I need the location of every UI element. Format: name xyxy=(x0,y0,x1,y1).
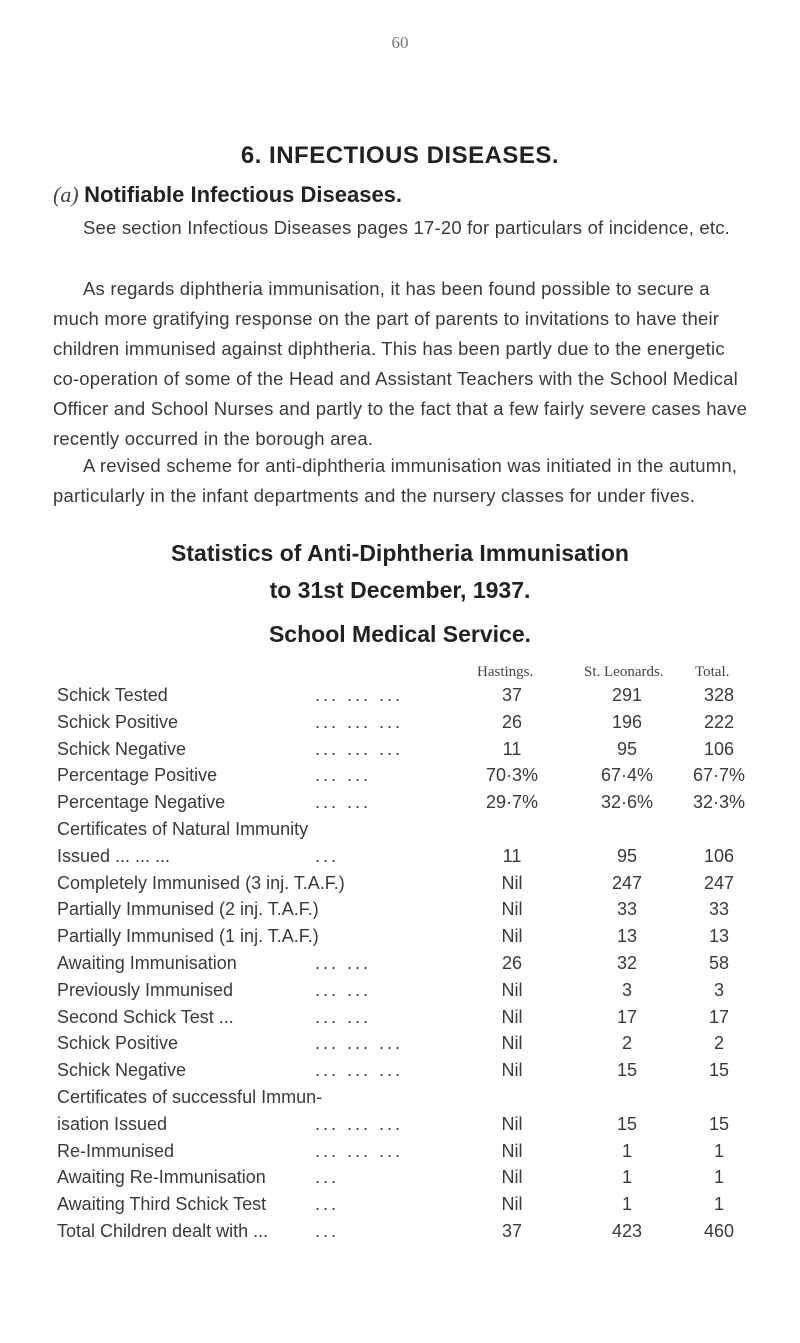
cell-total: 15 xyxy=(708,1060,730,1081)
table-row xyxy=(57,923,757,950)
row-label: Schick Negative xyxy=(57,1060,187,1081)
cell-st-leonards: 291 xyxy=(611,685,643,705)
cell-hastings: 11 xyxy=(502,738,522,759)
table-row xyxy=(57,896,757,923)
cell-total: 460 xyxy=(703,1220,735,1241)
table-row xyxy=(57,950,757,977)
cell-hastings: 37 xyxy=(501,1220,523,1241)
row-leader-dots: ... ... ... xyxy=(315,1060,404,1081)
cell-hastings: 29·7% xyxy=(485,792,539,813)
cell-hastings: Nil xyxy=(501,979,523,1000)
row-leader-dots: ... ... xyxy=(315,792,372,813)
sub-heading xyxy=(53,182,402,208)
row-label: Schick Positive xyxy=(57,711,179,732)
row-leader-dots: ... ... ... xyxy=(315,685,404,705)
row-leader-dots: ... ... ... xyxy=(315,1033,404,1054)
cell-st-leonards: 13 xyxy=(616,926,638,947)
cell-total: 32·3% xyxy=(692,792,746,813)
statistics-table xyxy=(57,682,757,1245)
row-leader-dots: ... ... ... xyxy=(315,738,404,759)
cell-hastings: Nil xyxy=(501,872,523,893)
row-label: Schick Positive xyxy=(57,1033,179,1054)
column-header-hastings: Hastings. xyxy=(477,664,534,680)
cell-hastings: Nil xyxy=(501,1194,523,1215)
cell-hastings: Nil xyxy=(501,1167,523,1188)
cell-total: 67·7% xyxy=(692,765,746,786)
table-row xyxy=(57,1030,757,1057)
table-row xyxy=(57,1084,757,1111)
table-row xyxy=(57,870,757,897)
cell-total: 3 xyxy=(713,979,724,1000)
cell-hastings: Nil xyxy=(501,1140,523,1161)
cell-total: 15 xyxy=(708,1113,730,1134)
cell-st-leonards: 3 xyxy=(621,979,632,1000)
cell-hastings: Nil xyxy=(501,926,523,947)
row-label: Percentage Negative xyxy=(57,792,226,813)
table-row xyxy=(57,736,757,763)
column-header-total: Total. xyxy=(695,664,730,680)
cell-st-leonards: 196 xyxy=(611,711,643,732)
row-label: Re-Immunised xyxy=(57,1140,175,1161)
table-row xyxy=(57,789,757,816)
row-label: Certificates of successful Immun- xyxy=(57,1086,323,1107)
cell-st-leonards: 33 xyxy=(616,899,638,920)
row-label: Certificates of Natural Immunity xyxy=(57,818,309,839)
row-leader-dots: ... ... xyxy=(315,1006,372,1027)
cell-total: 58 xyxy=(708,952,730,973)
row-leader-dots: ... xyxy=(315,845,340,866)
section-heading: 6. INFECTIOUS DISEASES. xyxy=(240,142,560,169)
cell-st-leonards: 1 xyxy=(621,1167,632,1188)
row-leader-dots: ... ... xyxy=(315,979,372,1000)
row-leader-dots: ... xyxy=(315,1220,340,1241)
row-label: Partially Immunised (2 inj. T.A.F.) xyxy=(57,899,319,920)
table-row xyxy=(57,816,757,843)
row-leader-dots: ... ... ... xyxy=(315,1140,404,1161)
row-label: Awaiting Third Schick Test xyxy=(57,1194,267,1215)
row-label: Issued ... ... ... xyxy=(57,845,171,866)
row-label: Schick Tested xyxy=(57,685,168,705)
sub-heading-label: (a) xyxy=(53,182,79,207)
cell-hastings: 11 xyxy=(502,845,522,866)
row-label: Second Schick Test ... xyxy=(57,1006,234,1027)
row-label: Previously Immunised xyxy=(57,979,234,1000)
row-leader-dots: ... xyxy=(315,1194,340,1215)
table-row xyxy=(57,762,757,789)
row-leader-dots: ... xyxy=(315,1167,340,1188)
cell-total: 247 xyxy=(703,872,735,893)
table-row xyxy=(57,977,757,1004)
row-label: Percentage Positive xyxy=(57,765,218,786)
cell-st-leonards: 32 xyxy=(616,952,638,973)
cell-st-leonards: 95 xyxy=(616,845,638,866)
cell-total: 2 xyxy=(713,1033,724,1054)
page-number: 60 xyxy=(391,33,409,52)
table-row xyxy=(57,682,757,709)
cell-st-leonards: 17 xyxy=(616,1006,638,1027)
row-label: Total Children dealt with ... xyxy=(57,1220,269,1241)
row-label: isation Issued xyxy=(57,1113,168,1134)
table-row xyxy=(57,843,757,870)
cell-st-leonards: 15 xyxy=(616,1060,638,1081)
paragraph-immunisation: As regards diphtheria immunisation, it has been found possible to secure a much more gratifying response on the part of parents to invitations to have their children immunised against diphtheria. This has been partly due to the energetic co-operation of some of the Head and Assistant Teachers with the School Medical Officer and School Nurses and partly to the fact that a few fairly severe cases have recently occurred in the borough area. xyxy=(53,278,748,449)
cell-hastings: Nil xyxy=(501,1113,523,1134)
row-leader-dots: ... ... ... xyxy=(315,1113,404,1134)
table-row xyxy=(57,1057,757,1084)
row-label: Awaiting Re-Immunisation xyxy=(57,1167,266,1188)
cell-st-leonards: 1 xyxy=(621,1194,632,1215)
cell-hastings: Nil xyxy=(501,1033,523,1054)
sub-heading-title: Notifiable Infectious Diseases. xyxy=(84,182,403,207)
cell-total: 17 xyxy=(708,1006,730,1027)
cell-hastings: 26 xyxy=(501,711,523,732)
table-row xyxy=(57,1191,757,1218)
stats-title-line3: School Medical Service. xyxy=(268,621,532,647)
cell-st-leonards: 32·6% xyxy=(600,792,654,813)
cell-st-leonards: 247 xyxy=(611,872,643,893)
cell-total: 1 xyxy=(713,1194,724,1215)
row-label: Partially Immunised (1 inj. T.A.F.) xyxy=(57,926,319,947)
cell-st-leonards: 423 xyxy=(611,1220,643,1241)
cell-hastings: Nil xyxy=(501,899,523,920)
cell-total: 328 xyxy=(703,685,735,705)
column-header-st-leonards: St. Leonards. xyxy=(584,664,664,680)
cell-total: 33 xyxy=(708,899,730,920)
table-row xyxy=(57,1004,757,1031)
table-row xyxy=(57,709,757,736)
cell-total: 1 xyxy=(713,1140,724,1161)
cell-st-leonards: 15 xyxy=(616,1113,638,1134)
cell-total: 1 xyxy=(713,1167,724,1188)
row-label: Awaiting Immunisation xyxy=(57,952,237,973)
table-row xyxy=(57,1111,757,1138)
table-row xyxy=(57,1164,757,1191)
table-row xyxy=(57,1218,757,1245)
cell-total: 106 xyxy=(703,845,735,866)
paragraph-revised-scheme: A revised scheme for anti-diphtheria immunisation was initiated in the autumn, particularly in the infant departments and the nursery classes for under fives. xyxy=(53,455,738,506)
row-leader-dots: ... ... xyxy=(315,765,372,786)
row-leader-dots: ... ... ... xyxy=(315,711,404,732)
cell-total: 222 xyxy=(703,711,735,732)
cell-hastings: 26 xyxy=(501,952,523,973)
cell-st-leonards: 2 xyxy=(621,1033,632,1054)
cell-st-leonards: 95 xyxy=(616,738,638,759)
row-label: Schick Negative xyxy=(57,738,187,759)
cell-st-leonards: 67·4% xyxy=(600,765,654,786)
cell-hastings: 70·3% xyxy=(485,765,539,786)
row-leader-dots: ... ... xyxy=(315,952,372,973)
cell-total: 13 xyxy=(708,926,730,947)
cell-hastings: Nil xyxy=(501,1006,523,1027)
stats-title-line2: to 31st December, 1937. xyxy=(269,577,531,603)
table-row xyxy=(57,1138,757,1165)
cell-total: 106 xyxy=(703,738,735,759)
paragraph-incidence: See section Infectious Diseases pages 17-20 for particulars of incidence, etc. xyxy=(83,217,731,238)
stats-title-line1: Statistics of Anti-Diphtheria Immunisation xyxy=(171,540,629,566)
cell-hastings: Nil xyxy=(501,1060,523,1081)
cell-st-leonards: 1 xyxy=(621,1140,632,1161)
cell-hastings: 37 xyxy=(501,685,523,705)
row-label: Completely Immunised (3 inj. T.A.F.) xyxy=(57,872,345,893)
